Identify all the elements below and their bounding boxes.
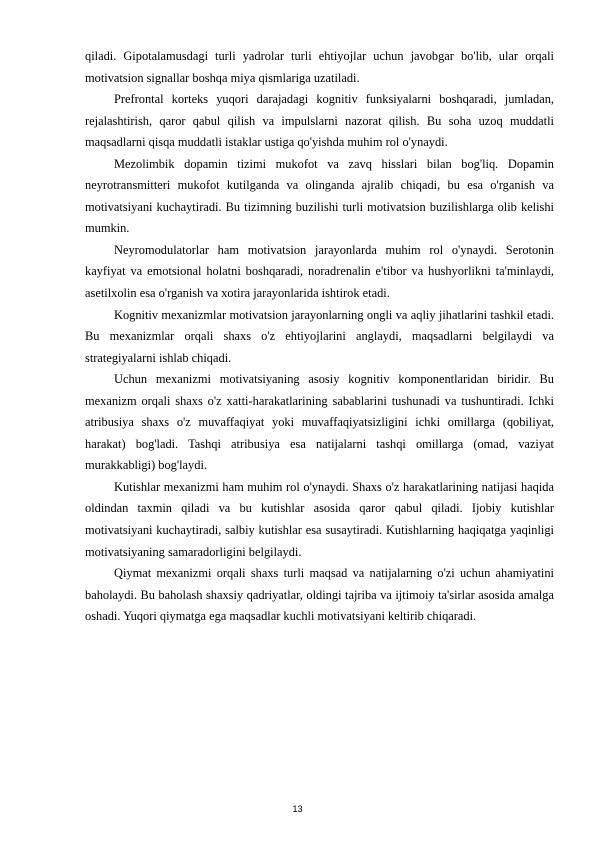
paragraph-7: Kutishlar mexanizmi ham muhim rol o'ynaydi. Shaxs o'z harakatlarining natijasi haqida oldindan taxmin qiladi va bu kutishlar asosida qaror qabul qiladi. Ijobiy kutishlar motivatsiyani kuchaytiradi, salbiy kutishlar esa susaytiradi. Kutishlarning haqiqatga yaqinligi motivatsiyaning samaradorligini belgilaydi. [85,479,554,559]
paragraph-1: qiladi. Gipotalamusdagi turli yadrolar turli ehtiyojlar uchun javobgar bo'lib, ular orqali motivatsion signallar boshqa miya qismlariga uzatiladi. [85,49,554,85]
paragraph-8: Qiymat mexanizmi orqali shaxs turli maqsad va natijalarning o'zi uchun ahamiyatini baholaydi. Bu baholash shaxsiy qadriyatlar, oldingi tajriba va ijtimoiy ta'sirlar asosida amalga oshadi. Yuqori qiymatga ega maqsadlar kuchli motivatsiyani keltirib chiqaradi. [85,566,554,624]
paragraph-5: Kognitiv mexanizmlar motivatsion jarayonlarning ongli va aqliy jihatlarini tashkil etadi. Bu mexanizmlar orqali shaxs o'z ehtiyojlarini anglaydi, maqsadlarni belgilaydi va strategiyalarni ishlab chiqadi. [85,307,554,365]
paragraph-2: Prefrontal korteks yuqori darajadagi kognitiv funksiyalarni boshqaradi, jumladan, rejalashtirish, qaror qabul qilish va impulslarni nazorat qilish. Bu soha uzoq muddatli maqsadlarni qisqa muddatli istaklar ustiga qo'yishda muhim rol o'ynaydi. [85,92,554,150]
body-text [85,46,554,628]
paragraph-4: Neyromodulatorlar ham motivatsion jarayonlarda muhim rol o'ynaydi. Serotonin kayfiyat va emotsional holatni boshqaradi, noradrenalin e'tibor va hushyorlikni ta'minlaydi, asetilxolin esa o'rganish va xotira jarayonlarida ishtirok etadi. [85,242,554,301]
page-number: 13 [292,804,303,814]
paragraph-3: Mezolimbik dopamin tizimi mukofot va zavq hisslari bilan bog'liq. Dopamin neyrotransmitteri mukofot kutilganda va olinganda ajralib chiqadi, bu esa o'rganish va motivatsiyani kuchaytiradi. Bu tizimning buzilishi turli motivatsion buzilishlarga olib kelishi mumkin. [85,156,554,236]
paragraph-6: Uchun mexanizmi motivatsiyaning asosiy kognitiv komponentlaridan biridir. Bu mexanizm orqali shaxs o'z xatti-harakatlarining sabablarini tushunadi va tushuntiradi. Ichki atribusiya shaxs o'z muvaffaqiyat yoki muvaffaqiyatsizligini ichki omillarga (qobiliyat, harakat) bog'ladi. Tashqi atribusiya esa natijalarni tashqi omillarga (omad, vaziyat murakkabligi) bog'laydi. [85,372,554,473]
